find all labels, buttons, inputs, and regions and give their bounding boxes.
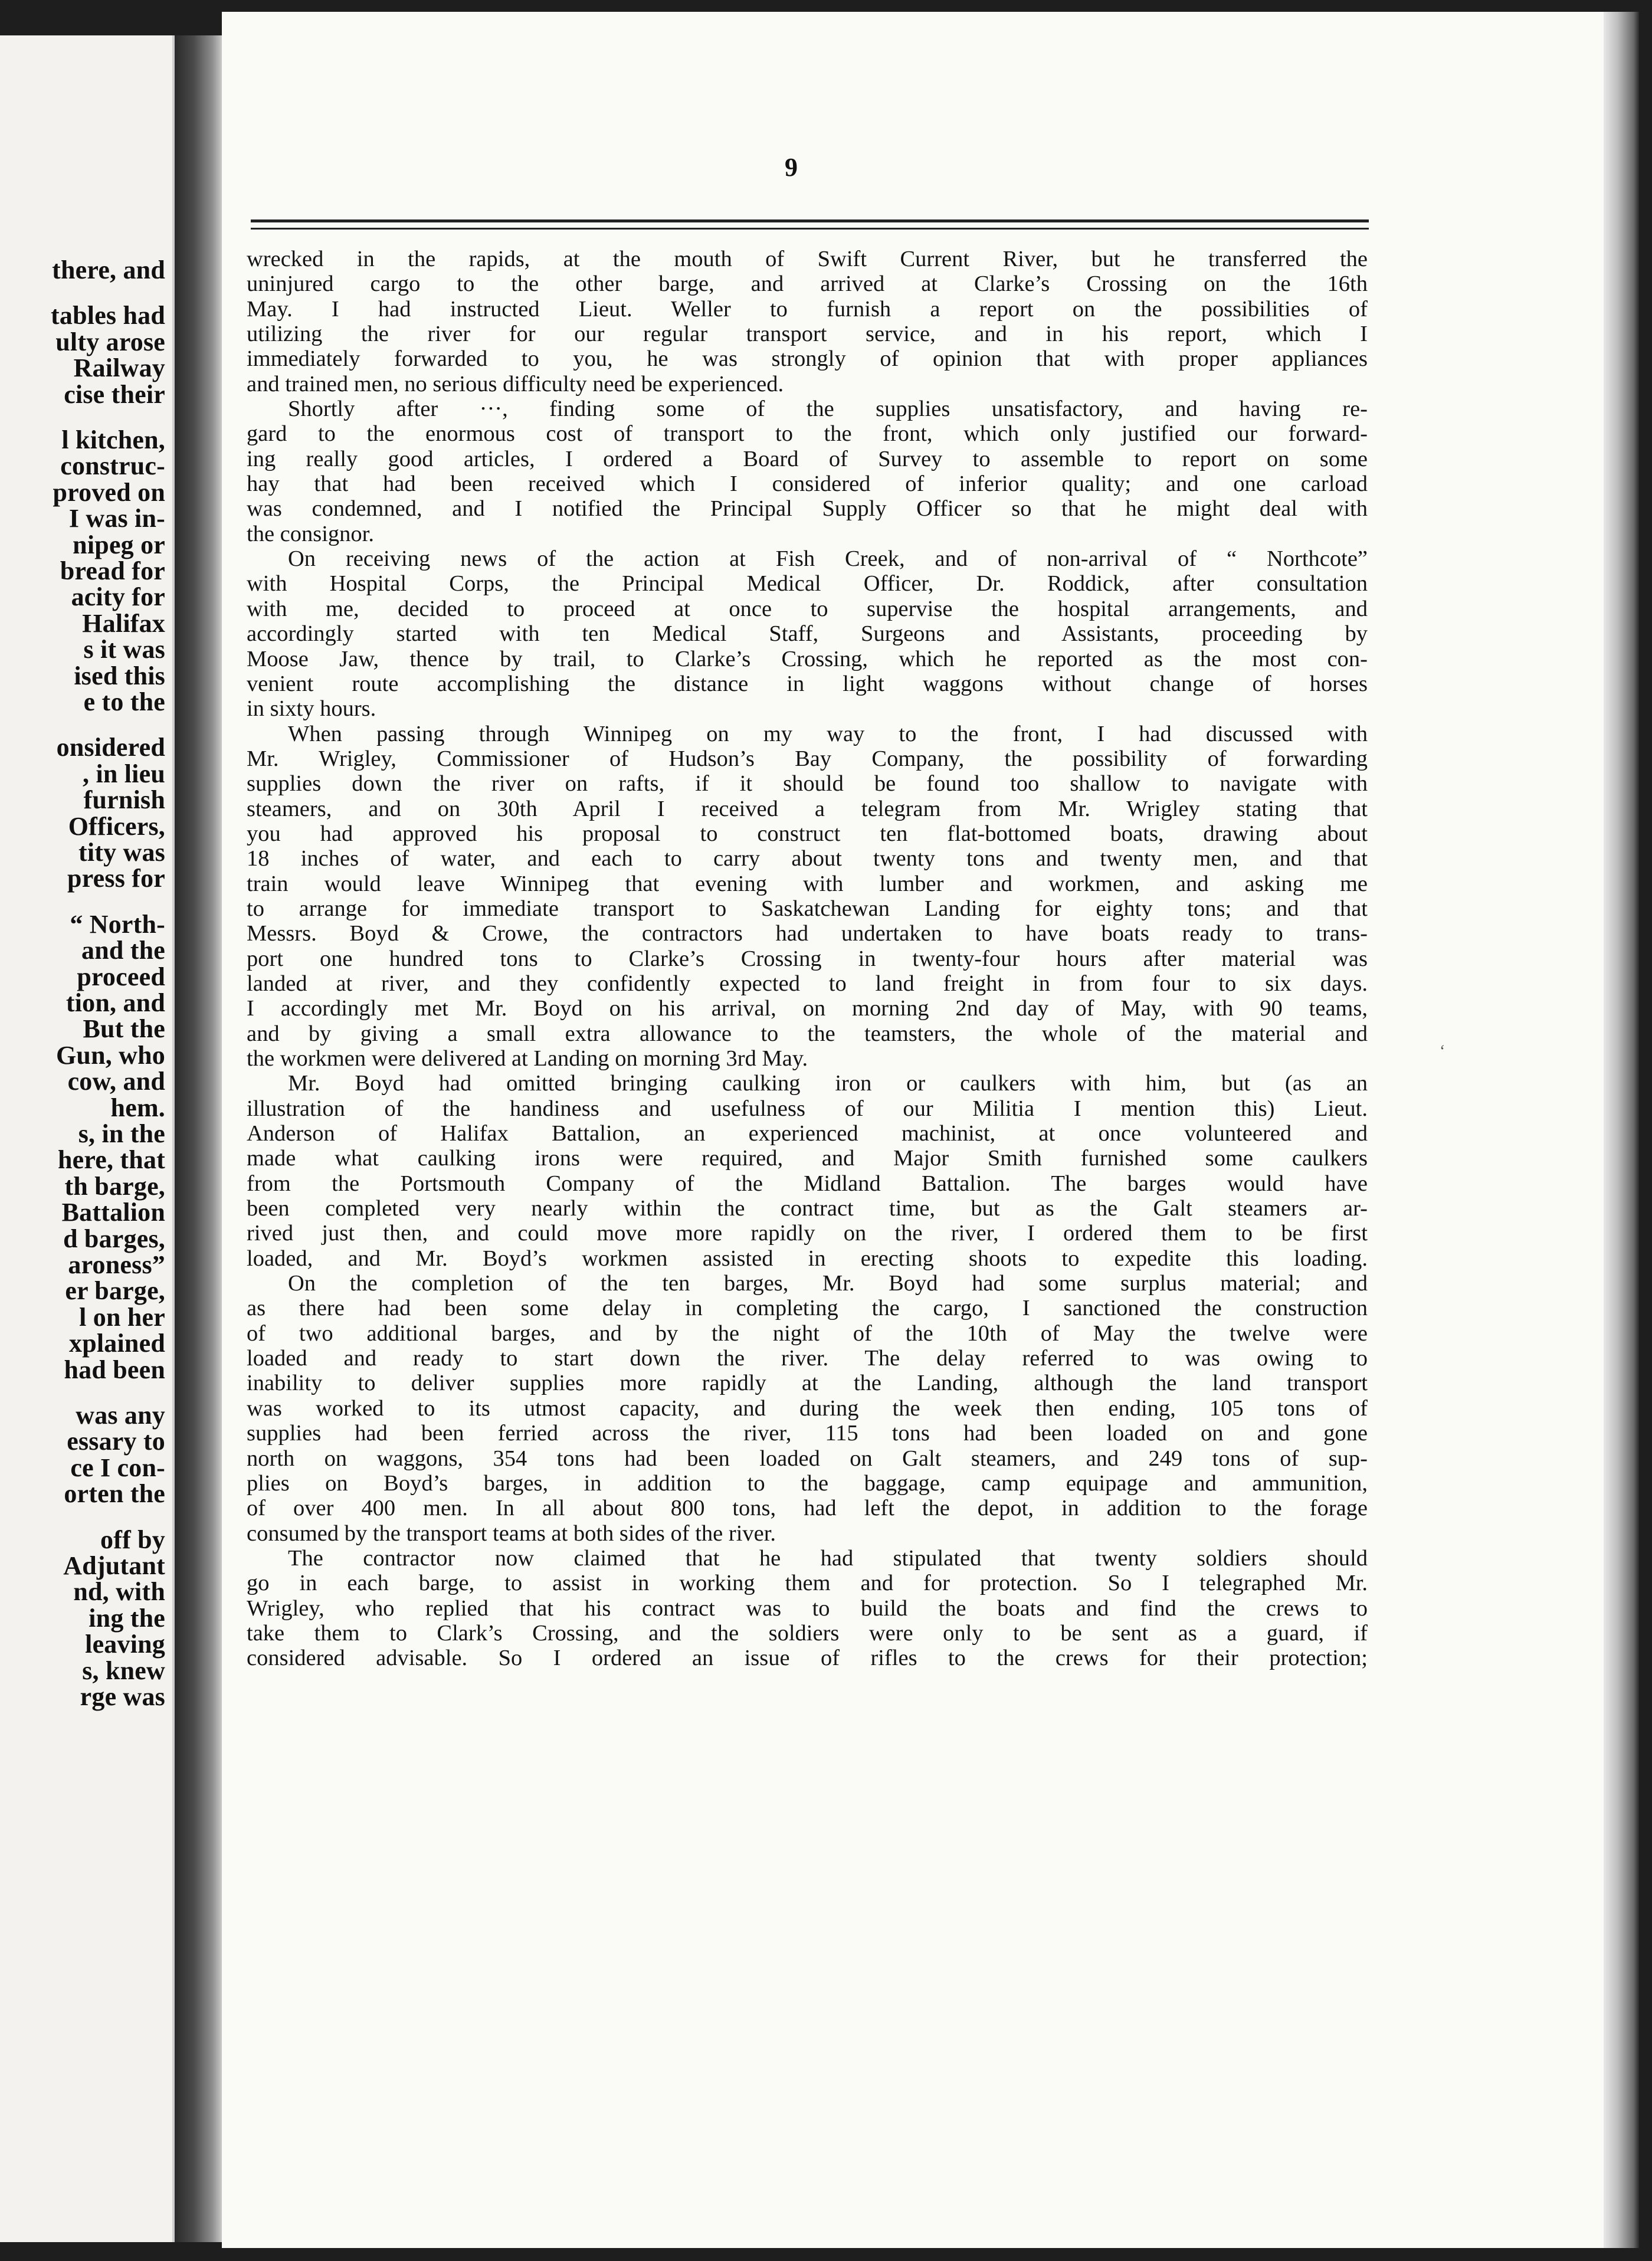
text-line: I accordingly met Mr. Boyd on his arrival, on morning 2nd day of May, with 90 teams, (247, 996, 1368, 1021)
left-page-line: d barges, (63, 1224, 165, 1253)
text-line: hay that had been received which I considered of inferior quality; and one carload (247, 471, 1368, 497)
text-line: made what caulking irons were required, and Major Smith furnished some caulkers (247, 1146, 1368, 1171)
text-line: loaded, and Mr. Boyd’s workmen assisted in erecting shoots to expedite this loading. (247, 1246, 1368, 1271)
text-line: On receiving news of the action at Fish Creek, and of non-arrival of “ Northcote” (288, 546, 1368, 572)
text-line: port one hundred tons to Clarke’s Crossing in twenty-four hours after material was (247, 946, 1368, 971)
left-page-line: acity for (71, 582, 165, 612)
left-page-line: ulty arose (55, 327, 165, 356)
text-line: north on waggons, 354 tons had been loaded on Galt steamers, and 249 tons of sup- (247, 1446, 1368, 1471)
left-page-line: nipeg or (73, 530, 165, 559)
text-line: take them to Clark’s Crossing, and the soldiers were only to be sent as a guard, if (247, 1620, 1368, 1646)
left-page-line: off by (100, 1525, 165, 1554)
left-page-line: was any (76, 1401, 165, 1430)
left-page-line: s, in the (78, 1119, 165, 1148)
left-page-line: tity was (78, 838, 165, 867)
left-page-line: I was in- (68, 504, 165, 533)
text-line: was condemned, and I notified the Principal Supply Officer so that he might deal with (247, 496, 1368, 522)
text-line: 18 inches of water, and each to carry about twenty tons and twenty men, and that (247, 846, 1368, 871)
text-line: When passing through Winnipeg on my way to the front, I had discussed with (288, 721, 1368, 746)
text-line: supplies down the river on rafts, if it should be found too shallow to navigate with (247, 771, 1368, 797)
text-line: the consignor. (247, 521, 374, 546)
text-line: and trained men, no serious difficulty need be experienced. (247, 371, 784, 397)
text-line: Shortly after ···, finding some of the supplies unsatisfactory, and having re- (288, 397, 1368, 422)
left-page-line: th barge, (64, 1171, 165, 1201)
text-line: with Hospital Corps, the Principal Medical Officer, Dr. Roddick, after consultation (247, 571, 1368, 597)
left-page-line: s, knew (82, 1656, 165, 1685)
left-page-line: hem. (110, 1093, 165, 1122)
text-line: was worked to its utmost capacity, and during the week then ending, 105 tons of (247, 1395, 1368, 1421)
text-line: inability to deliver supplies more rapidly at the Landing, although the land transport (247, 1371, 1368, 1396)
left-page-line: cow, and (67, 1067, 165, 1096)
text-line: from the Portsmouth Company of the Midland Battalion. The barges would have (247, 1171, 1368, 1196)
left-page-line: “ North- (70, 909, 165, 939)
text-line: ing really good articles, I ordered a Board of Survey to assemble to report on some (247, 446, 1368, 471)
text-line: uninjured cargo to the other barge, and arrived at Clarke’s Crossing on the 16th (247, 271, 1368, 297)
text-line: On the completion of the ten barges, Mr. Boyd had some surplus material; and (288, 1271, 1368, 1296)
body-text (247, 247, 1368, 1671)
text-line: and by giving a small extra allowance to the teamsters, the whole of the material and (247, 1021, 1368, 1046)
left-page-line: essary to (67, 1427, 165, 1456)
left-page-line: had been (64, 1355, 165, 1384)
left-page-line: press for (67, 864, 165, 893)
text-line: illustration of the handiness and usefulness of our Militia I mention this) Lieut. (247, 1096, 1368, 1121)
text-line: with me, decided to proceed at once to supervise the hospital arrangements, and (247, 596, 1368, 621)
text-line: in sixty hours. (247, 696, 376, 722)
text-line: of over 400 men. In all about 800 tons, had left the depot, in addition to the forage (247, 1496, 1368, 1521)
left-page-line: leaving (85, 1630, 165, 1659)
text-line: Moose Jaw, thence by trail, to Clarke’s Crossing, which he reported as the most con- (247, 646, 1368, 671)
text-line: of two additional barges, and by the night of the 10th of May the twelve were (247, 1320, 1368, 1346)
ink-mark: ‘ (1440, 1042, 1446, 1060)
left-page-line: tables had (51, 301, 165, 330)
page-number: 9 (785, 153, 798, 182)
text-line: Anderson of Halifax Battalion, an experienced machinist, at once volunteered and (247, 1121, 1368, 1146)
left-page-line: construc- (60, 451, 165, 481)
left-page-line: But the (83, 1014, 165, 1044)
left-page-line: e to the (83, 687, 165, 716)
text-line: landed at river, and they confidently expected to land freight in from four to six days. (247, 971, 1368, 996)
header-rule-thin (251, 228, 1369, 230)
left-page-line: there, and (52, 255, 165, 284)
text-line: supplies had been ferried across the river, 115 tons had been loaded on and gone (247, 1421, 1368, 1446)
left-page-line: tion, and (65, 988, 165, 1017)
left-page-line: Railway (73, 353, 165, 383)
text-line: gard to the enormous cost of transport to the front, which only justified our forward- (247, 421, 1368, 447)
text-line: rived just then, and could move more rapidly on the river, I ordered them to be first (247, 1221, 1368, 1246)
left-page-line: aroness” (68, 1250, 165, 1279)
book-gutter (175, 35, 222, 2242)
text-line: wrecked in the rapids, at the mouth of Swift Current River, but he transferred the (247, 247, 1368, 271)
left-page-line: Battalion (61, 1198, 165, 1227)
text-line: go in each barge, to assist in working them and for protection. So I telegraphed Mr. (247, 1571, 1368, 1596)
text-line: as there had been some delay in completing the cargo, I sanctioned the construction (247, 1296, 1368, 1321)
text-line: Messrs. Boyd & Crowe, the contractors had undertaken to have boats ready to trans- (247, 921, 1368, 946)
page-edge (1604, 12, 1639, 2248)
text-line: loaded and ready to start down the river. The delay referred to was owing to (247, 1346, 1368, 1371)
previous-page-fragment (0, 35, 175, 2242)
text-line: accordingly started with ten Medical Staff, Surgeons and Assistants, proceeding by (247, 621, 1368, 647)
text-line: The contractor now claimed that he had stipulated that twenty soldiers should (288, 1545, 1368, 1571)
text-line: to arrange for immediate transport to Saskatchewan Landing for eighty tons; and that (247, 896, 1368, 921)
text-line: steamers, and on 30th April I received a telegram from Mr. Wrigley stating that (247, 796, 1368, 821)
text-line: Mr. Wrigley, Commissioner of Hudson’s Bay Company, the possibility of forwarding (247, 746, 1368, 771)
left-page-line: Halifax (82, 608, 165, 638)
left-page-line: xplained (69, 1329, 165, 1358)
text-line: train would leave Winnipeg that evening with lumber and workmen, and asking me (247, 871, 1368, 896)
left-page-line: cise their (64, 379, 165, 409)
text-line: consumed by the transport teams at both sides of the river. (247, 1521, 776, 1546)
left-page-line: onsidered (56, 733, 165, 762)
left-page-line: here, that (57, 1145, 165, 1175)
left-page-line: proved on (53, 477, 165, 507)
text-line: Wrigley, who replied that his contract was to build the boats and find the crews to (247, 1595, 1368, 1621)
left-page-line: s it was (83, 635, 165, 664)
left-page-line: l kitchen, (61, 425, 165, 454)
left-page-line: Gun, who (55, 1040, 165, 1070)
left-page-line: orten the (64, 1479, 165, 1509)
text-line: May. I had instructed Lieut. Weller to furnish a report on the possibilities of (247, 296, 1368, 322)
text-line: utilizing the river for our regular transport service, and in his report, which I (247, 322, 1368, 347)
text-line: considered advisable. So I ordered an issue of rifles to the crews for their protection; (247, 1646, 1368, 1671)
left-page-line: Officers, (68, 811, 165, 841)
left-page-line: rge was (80, 1682, 165, 1711)
text-line: been completed very nearly within the contract time, but as the Galt steamers ar- (247, 1196, 1368, 1221)
left-page-line: proceed (77, 962, 165, 991)
left-page-line: nd, with (73, 1577, 165, 1607)
left-page-line: bread for (60, 556, 165, 585)
text-line: immediately forwarded to you, he was strongly of opinion that with proper appliances (247, 346, 1368, 372)
left-page-line: Adjutant (63, 1551, 165, 1580)
text-line: the workmen were delivered at Landing on morning 3rd May. (247, 1046, 808, 1071)
left-page-line: ised this (74, 661, 165, 690)
text-line: Mr. Boyd had omitted bringing caulking iron or caulkers with him, but (as an (288, 1071, 1368, 1096)
left-page-line: er barge, (65, 1276, 165, 1306)
left-page-line: ing the (88, 1603, 165, 1633)
text-line: you had approved his proposal to construct ten flat-bottomed boats, drawing about (247, 821, 1368, 846)
left-page-line: ce I con- (70, 1453, 165, 1482)
text-line: venient route accomplishing the distance in light waggons without change of horses (247, 671, 1368, 696)
left-page-line: , in lieu (83, 759, 165, 788)
text-line: plies on Boyd’s barges, in addition to the baggage, camp equipage and ammunition, (247, 1470, 1368, 1496)
header-rule-thick (251, 219, 1369, 222)
left-page-line: and the (81, 936, 165, 965)
left-page-line: l on her (79, 1302, 165, 1332)
left-page-line: furnish (83, 785, 165, 815)
